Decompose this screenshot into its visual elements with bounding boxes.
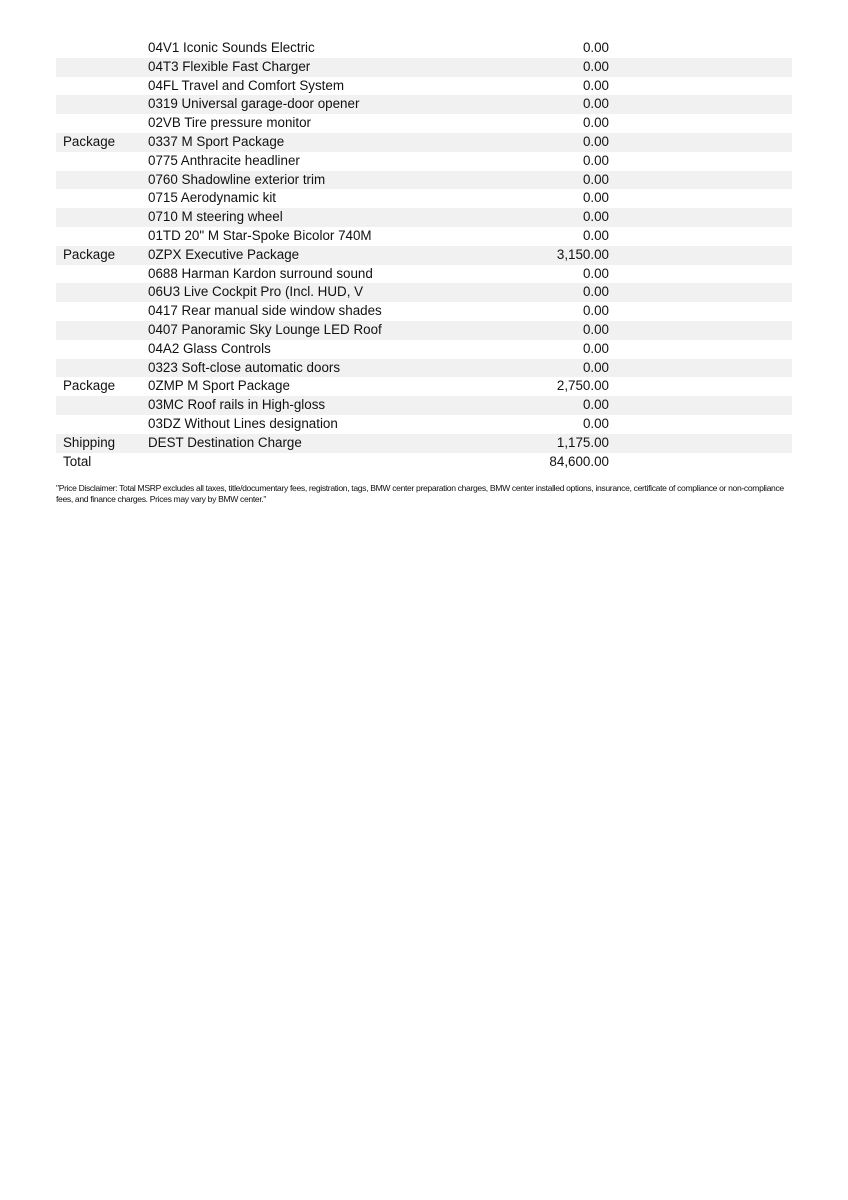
row-description: 0407 Panoramic Sky Lounge LED Roof <box>148 321 382 337</box>
table-row <box>56 377 792 396</box>
row-price: 0.00 <box>582 133 609 149</box>
total-row <box>56 453 792 472</box>
row-description: 04FL Travel and Comfort System <box>148 77 344 93</box>
table-row <box>56 265 792 284</box>
row-price: 0.00 <box>582 58 609 74</box>
row-description: 0ZPX Executive Package <box>148 246 300 262</box>
row-category: Package <box>63 133 116 149</box>
table-row <box>56 302 792 321</box>
table-row <box>56 321 792 340</box>
row-price: 0.00 <box>582 340 609 356</box>
row-description: 0337 M Sport Package <box>148 133 285 149</box>
options-price-table <box>56 39 792 471</box>
table-row <box>56 227 792 246</box>
total-price: 84,600.00 <box>549 453 609 469</box>
row-category: Package <box>63 246 116 262</box>
row-category: Shipping <box>63 434 116 450</box>
row-description: 0688 Harman Kardon surround sound <box>148 265 373 281</box>
table-row <box>56 340 792 359</box>
row-price: 0.00 <box>582 359 609 375</box>
row-description: 03DZ Without Lines designation <box>148 415 338 431</box>
row-price: 0.00 <box>582 152 609 168</box>
table-row <box>56 95 792 114</box>
table-row <box>56 434 792 453</box>
row-price: 0.00 <box>582 284 609 300</box>
row-description: 0710 M steering wheel <box>148 209 283 225</box>
row-description: 01TD 20" M Star-Spoke Bicolor 740M <box>148 227 372 243</box>
table-row <box>56 396 792 415</box>
row-price: 0.00 <box>582 321 609 337</box>
table-row <box>56 171 792 190</box>
row-price: 0.00 <box>582 397 609 413</box>
row-description: 0775 Anthracite headliner <box>148 152 300 168</box>
table-row <box>56 189 792 208</box>
table-row <box>56 152 792 171</box>
row-category: Total <box>63 453 92 469</box>
row-description: 03MC Roof rails in High-gloss <box>148 397 326 413</box>
table-row <box>56 77 792 96</box>
row-description: 0319 Universal garage-door opener <box>148 96 360 112</box>
row-price: 0.00 <box>582 77 609 93</box>
row-price: 2,750.00 <box>556 378 609 394</box>
table-row <box>56 359 792 378</box>
table-row <box>56 246 792 265</box>
row-description: DEST Destination Charge <box>148 434 302 450</box>
row-price: 0.00 <box>582 303 609 319</box>
table-row <box>56 415 792 434</box>
table-row <box>56 283 792 302</box>
row-price: 0.00 <box>582 209 609 225</box>
row-description: 0760 Shadowline exterior trim <box>148 171 326 187</box>
table-row <box>56 133 792 152</box>
row-description: 04A2 Glass Controls <box>148 340 271 356</box>
row-description: 02VB Tire pressure monitor <box>148 115 311 131</box>
row-category: Package <box>63 378 116 394</box>
row-description: 0417 Rear manual side window shades <box>148 303 382 319</box>
row-price: 0.00 <box>582 171 609 187</box>
table-row <box>56 208 792 227</box>
table-row <box>56 58 792 77</box>
row-description: 0715 Aerodynamic kit <box>148 190 277 206</box>
row-price: 0.00 <box>582 96 609 112</box>
row-price: 1,175.00 <box>556 434 609 450</box>
table-row <box>56 39 792 58</box>
row-price: 0.00 <box>582 115 609 131</box>
row-price: 0.00 <box>582 190 609 206</box>
row-price: 0.00 <box>582 227 609 243</box>
row-price: 0.00 <box>582 40 609 55</box>
row-price: 0.00 <box>582 265 609 281</box>
row-price: 0.00 <box>582 415 609 431</box>
row-price: 3,150.00 <box>556 246 609 262</box>
table-row <box>56 114 792 133</box>
price-disclaimer: "Price Disclaimer: Total MSRP excludes all taxes, title/documentary fees, registration, tags, BMW center preparation charges, BMW center installed options, insurance, certificate of compliance or non-compliance fees, and finance charges. Prices may vary by BMW center." <box>56 483 784 504</box>
row-description: 04V1 Iconic Sounds Electric <box>148 40 315 55</box>
row-description: 0323 Soft-close automatic doors <box>148 359 341 375</box>
row-description: 0ZMP M Sport Package <box>148 378 290 394</box>
row-description: 06U3 Live Cockpit Pro (Incl. HUD, V <box>148 284 364 300</box>
row-description: 04T3 Flexible Fast Charger <box>148 58 311 74</box>
